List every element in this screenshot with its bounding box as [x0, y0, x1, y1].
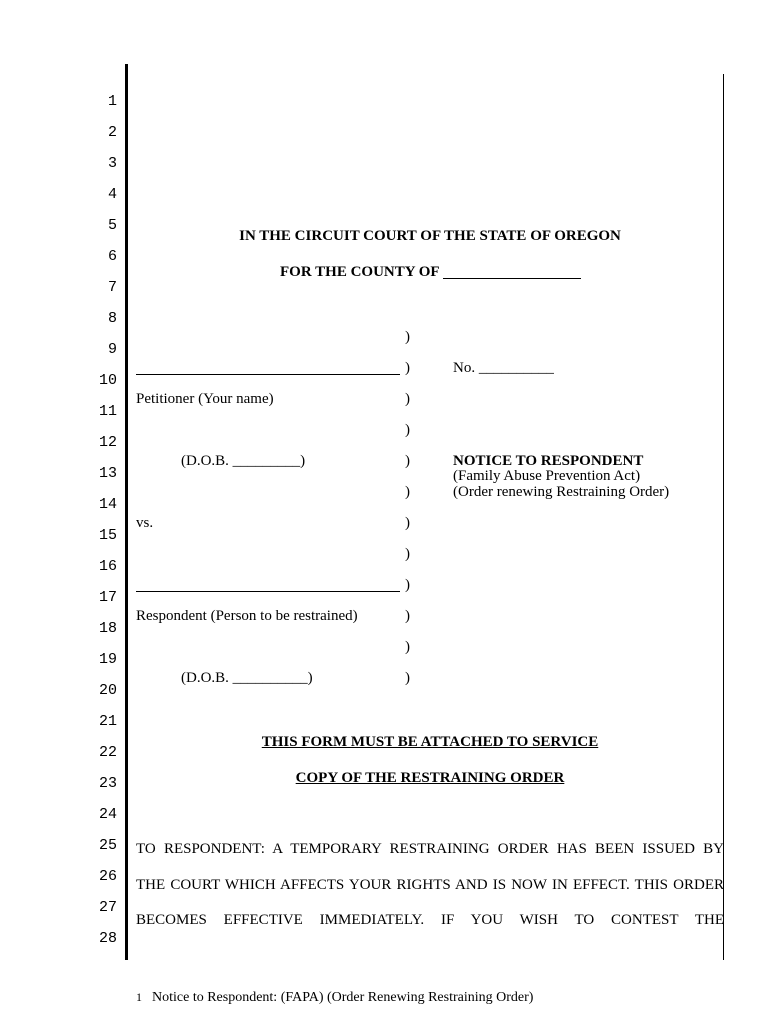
line-number: 16 [98, 558, 117, 575]
caption-paren: ) [405, 422, 410, 438]
line-number: 26 [98, 868, 117, 885]
line-number: 28 [98, 930, 117, 947]
caption-paren: ) [405, 670, 410, 686]
body-text-line: THE COURT WHICH AFFECTS YOUR RIGHTS AND IS NOW IN EFFECT. THIS ORDER [136, 877, 724, 893]
line-number: 12 [98, 434, 117, 451]
line-number: 10 [98, 372, 117, 389]
line-number: 5 [107, 217, 117, 234]
footer-title: Notice to Respondent: (FAPA) (Order Renewing Restraining Order) [152, 990, 534, 1005]
caption-paren: ) [405, 577, 410, 593]
respondent-dob[interactable]: (D.O.B. __________) [181, 670, 313, 686]
line-number: 24 [98, 806, 117, 823]
court-title: IN THE CIRCUIT COURT OF THE STATE OF OREGON [239, 228, 621, 244]
caption-paren: ) [405, 546, 410, 562]
line-number: 15 [98, 527, 117, 544]
caption-paren: ) [405, 608, 410, 624]
line-number: 19 [98, 651, 117, 668]
line-number: 11 [98, 403, 117, 420]
line-number: 22 [98, 744, 117, 761]
instruction-line-1: THIS FORM MUST BE ATTACHED TO SERVICE [261, 734, 599, 750]
caption-paren: ) [405, 484, 410, 500]
caption-paren: ) [405, 391, 410, 407]
page-footer [136, 990, 533, 1006]
line-number: 27 [98, 899, 117, 916]
case-number[interactable]: No. __________ [453, 360, 554, 376]
line-number: 4 [107, 186, 117, 203]
line-number: 3 [107, 155, 117, 172]
caption-paren: ) [405, 515, 410, 531]
line-number: 13 [98, 465, 117, 482]
line-number: 25 [98, 837, 117, 854]
page-number: 1 [136, 990, 142, 1004]
caption-paren: ) [405, 360, 410, 376]
versus-label: vs. [136, 515, 154, 531]
right-margin-rule [723, 74, 724, 960]
respondent-name-blank[interactable] [136, 591, 400, 592]
body-text-line: BECOMES EFFECTIVE IMMEDIATELY. IF YOU WISH TO CONTEST THE [136, 912, 724, 928]
line-number: 17 [98, 589, 117, 606]
line-number: 14 [98, 496, 117, 513]
left-margin-rule [125, 64, 128, 960]
notice-subtitle-fapa: (Family Abuse Prevention Act) [453, 468, 641, 484]
line-number: 7 [107, 279, 117, 296]
county-label: FOR THE COUNTY OF [280, 264, 440, 280]
petitioner-dob[interactable]: (D.O.B. _________) [181, 453, 306, 469]
line-number: 9 [107, 341, 117, 358]
line-number: 2 [107, 124, 117, 141]
line-number: 1 [107, 93, 117, 110]
instruction-line-2: COPY OF THE RESTRAINING ORDER [295, 770, 565, 786]
line-number: 6 [107, 248, 117, 265]
line-number: 23 [98, 775, 117, 792]
county-blank[interactable] [443, 278, 581, 279]
respondent-label: Respondent (Person to be restrained) [136, 608, 358, 624]
petitioner-name-blank[interactable] [136, 374, 400, 375]
caption-paren: ) [405, 453, 410, 469]
line-number: 21 [98, 713, 117, 730]
notice-title: NOTICE TO RESPONDENT [453, 453, 644, 469]
line-number: 18 [98, 620, 117, 637]
line-number: 8 [107, 310, 117, 327]
caption-paren: ) [405, 639, 410, 655]
notice-subtitle-renewal: (Order renewing Restraining Order) [453, 484, 670, 500]
line-number: 20 [98, 682, 117, 699]
caption-paren: ) [405, 329, 410, 345]
body-text-line: TO RESPONDENT: A TEMPORARY RESTRAINING ORDER HAS BEEN ISSUED BY [136, 841, 724, 857]
petitioner-label: Petitioner (Your name) [136, 391, 274, 407]
